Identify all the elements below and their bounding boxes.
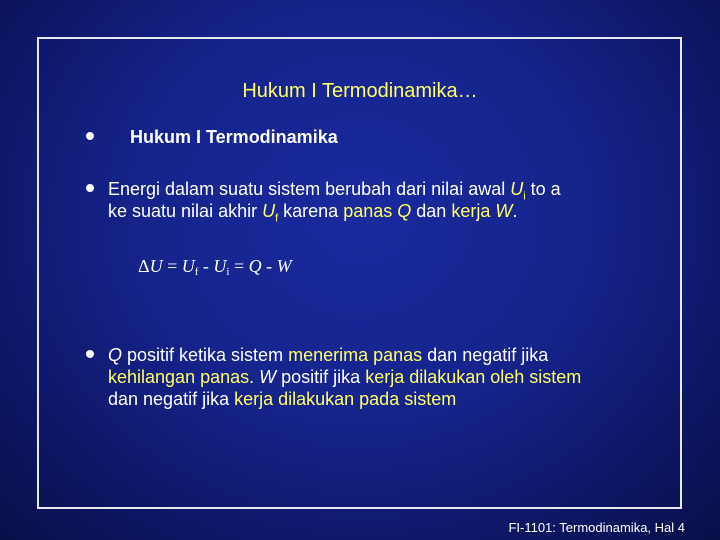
variable-q: Q	[108, 345, 123, 365]
text-segment: to a	[525, 179, 561, 199]
slide-title: Hukum I Termodinamika…	[242, 80, 478, 102]
text-segment: .	[512, 201, 518, 221]
formula-minus: -	[261, 256, 277, 276]
formula-q: Q	[248, 256, 262, 276]
formula-minus: -	[198, 256, 214, 276]
highlight-kerja: kerja	[451, 201, 496, 221]
formula-ui: U	[213, 256, 227, 276]
bullet-dot	[86, 132, 94, 140]
text-segment: Energi dalam suatu sistem berubah dari nilai awal	[108, 179, 511, 199]
formula-sub-f: f	[194, 266, 199, 278]
text-segment: dan negatif jika	[422, 345, 549, 365]
text-segment: ke suatu nilai akhir	[108, 201, 263, 221]
text-segment: .	[249, 367, 260, 387]
delta-symbol: Δ	[138, 256, 150, 276]
slide-frame	[37, 37, 682, 509]
formula-sub-i: i	[226, 266, 230, 278]
bullet2-line2	[108, 200, 517, 230]
bullet3-line2	[108, 366, 581, 388]
variable-w: W	[259, 367, 277, 387]
variable-q: Q	[397, 201, 412, 221]
formula-uf: U	[181, 256, 195, 276]
highlight-kerja-pada: kerja dilakukan pada sistem	[234, 389, 457, 409]
highlight-kerja-oleh: kerja dilakukan oleh sistem	[365, 367, 582, 387]
formula-equals: =	[229, 256, 249, 276]
highlight-panas: panas	[343, 201, 398, 221]
formula-w: W	[276, 256, 292, 276]
energy-formula	[138, 256, 292, 278]
text-segment: dan negatif jika	[108, 389, 235, 409]
bullet-dot	[86, 184, 94, 192]
highlight-menerima-panas: menerima panas	[288, 345, 423, 365]
text-segment: karena	[278, 201, 344, 221]
text-segment: dan	[411, 201, 452, 221]
bullet3-line3	[108, 388, 456, 410]
formula-u: U	[149, 256, 163, 276]
heading-text: Hukum I Termodinamika	[130, 127, 338, 147]
bullet-dot	[86, 350, 94, 358]
slide-footer: FI-1101: Termodinamika, Hal 4	[508, 520, 685, 535]
bullet-heading	[130, 126, 338, 148]
subscript-i: i	[523, 190, 526, 203]
variable-u: U	[262, 201, 276, 221]
bullet3-line1	[108, 344, 548, 366]
variable-w: W	[495, 201, 513, 221]
variable-u: U	[510, 179, 524, 199]
text-segment: positif ketika sistem	[122, 345, 289, 365]
text-segment: positif jika	[276, 367, 366, 387]
highlight-kehilangan-panas: kehilangan panas	[108, 367, 250, 387]
subscript-f: f	[275, 212, 279, 225]
formula-equals: =	[162, 256, 182, 276]
